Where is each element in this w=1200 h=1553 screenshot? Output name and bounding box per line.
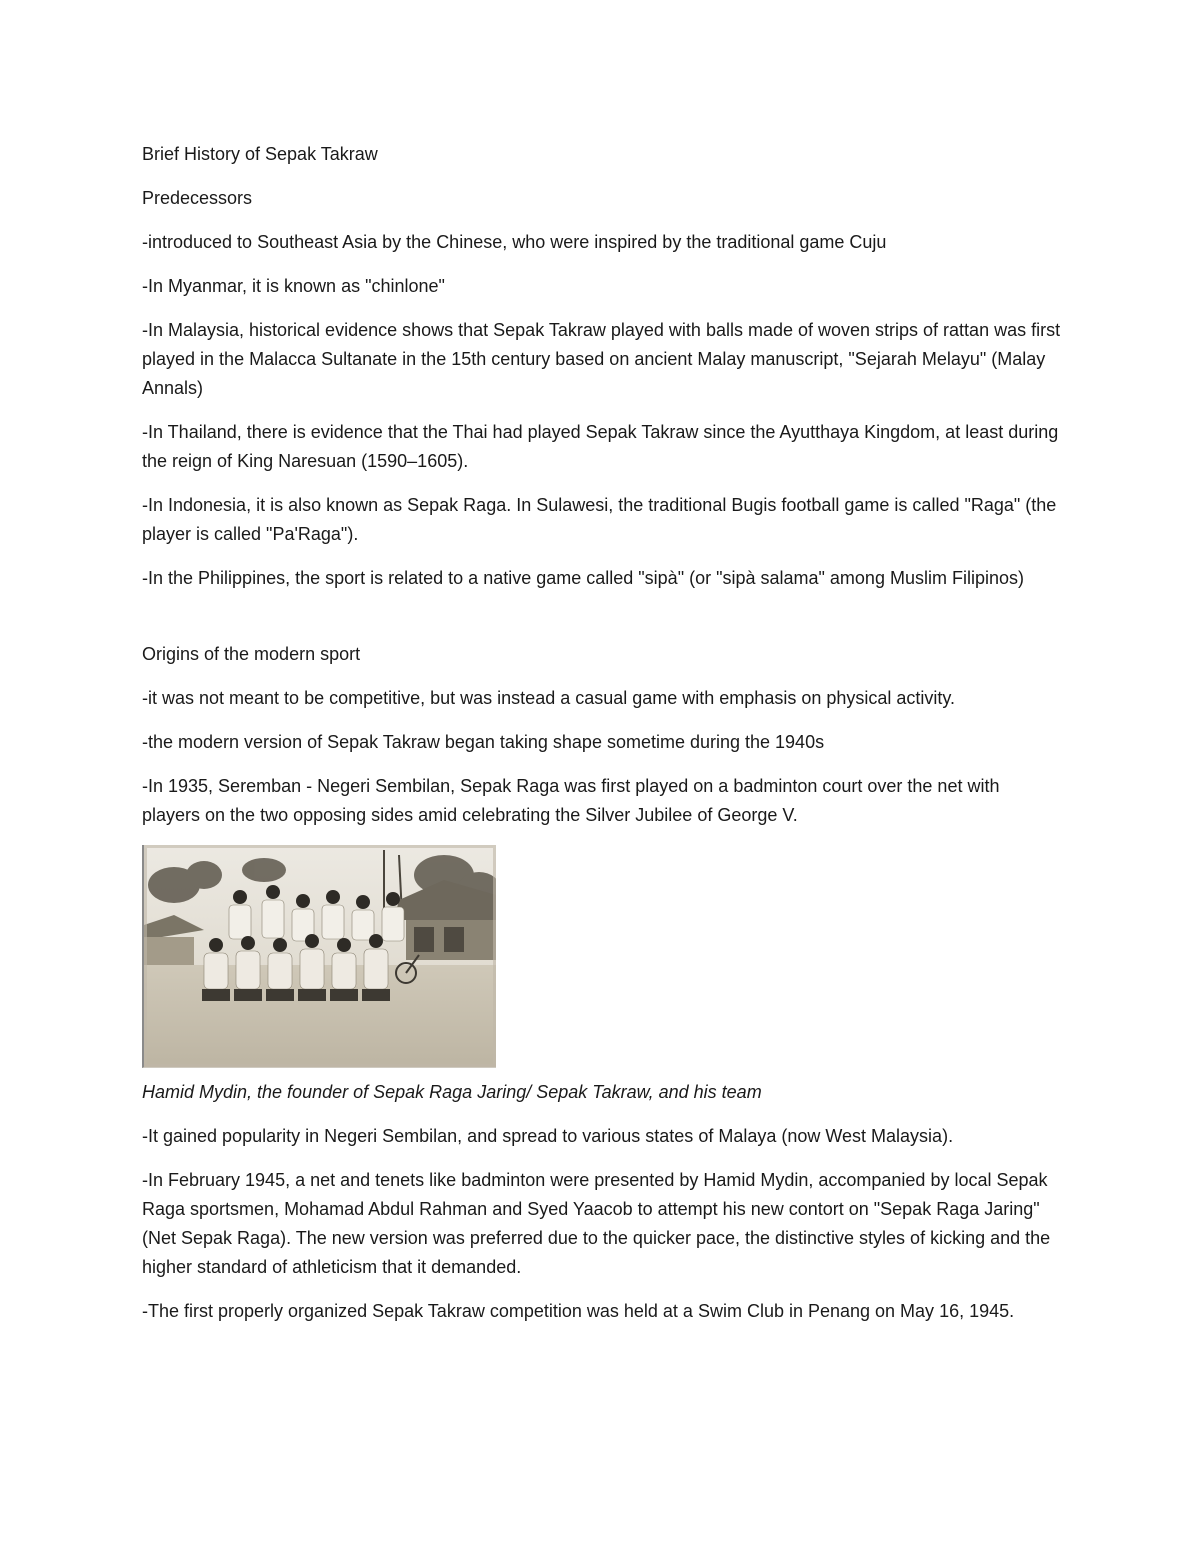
paragraph: -the modern version of Sepak Takraw began taking shape sometime during the 1940s xyxy=(142,732,825,752)
blank-line xyxy=(142,608,1062,640)
section-heading-predecessors: Predecessors xyxy=(142,188,253,208)
team-photo xyxy=(142,845,496,1068)
photo-caption: Hamid Mydin, the founder of Sepak Raga Jaring/ Sepak Takraw, and his team xyxy=(142,1082,762,1102)
section-heading-origins: Origins of the modern sport xyxy=(142,644,361,664)
paragraph: -In Myanmar, it is known as "chinlone" xyxy=(142,276,445,296)
paragraph: -The first properly organized Sepak Takraw competition was held at a Swim Club in Penang on May 16, 1945. xyxy=(142,1301,1015,1321)
paragraph: -In Indonesia, it is also known as Sepak Raga. In Sulawesi, the traditional Bugis football game is called "Raga" (the player is called "Pa'Raga"). xyxy=(142,495,1057,544)
paragraph: -It gained popularity in Negeri Sembilan, and spread to various states of Malaya (now West Malaysia). xyxy=(142,1126,954,1146)
paragraph: -In the Philippines, the sport is related to a native game called "sipà" (or "sipà salama" among Muslim Filipinos) xyxy=(142,568,1024,588)
document-page xyxy=(142,140,1062,1341)
paragraph: -In Thailand, there is evidence that the Thai had played Sepak Takraw since the Ayutthaya Kingdom, at least during the reign of King Naresuan (1590–1605). xyxy=(142,422,1059,471)
paragraph: -it was not meant to be competitive, but was instead a casual game with emphasis on physical activity. xyxy=(142,688,956,708)
document-title: Brief History of Sepak Takraw xyxy=(142,144,378,164)
paragraph: -introduced to Southeast Asia by the Chinese, who were inspired by the traditional game Cuju xyxy=(142,232,887,252)
paragraph: -In Malaysia, historical evidence shows that Sepak Takraw played with balls made of woven strips of rattan was first played in the Malacca Sultanate in the 15th century based on ancient Malay manuscript, "Sejarah Melayu" (Malay Annals) xyxy=(142,320,1061,398)
paragraph: -In February 1945, a net and tenets like badminton were presented by Hamid Mydin, accompanied by local Sepak Raga sportsmen, Mohamad Abdul Rahman and Syed Yaacob to attempt his new contort on "Sepak Raga Jaring" (Net Sepak Raga). The new version was preferred due to the quicker pace, the distinctive styles of kicking and the higher standard of athleticism that it demanded. xyxy=(142,1170,1051,1277)
paragraph: -In 1935, Seremban - Negeri Sembilan, Sepak Raga was first played on a badminton court over the net with players on the two opposing sides amid celebrating the Silver Jubilee of George V. xyxy=(142,776,1000,825)
